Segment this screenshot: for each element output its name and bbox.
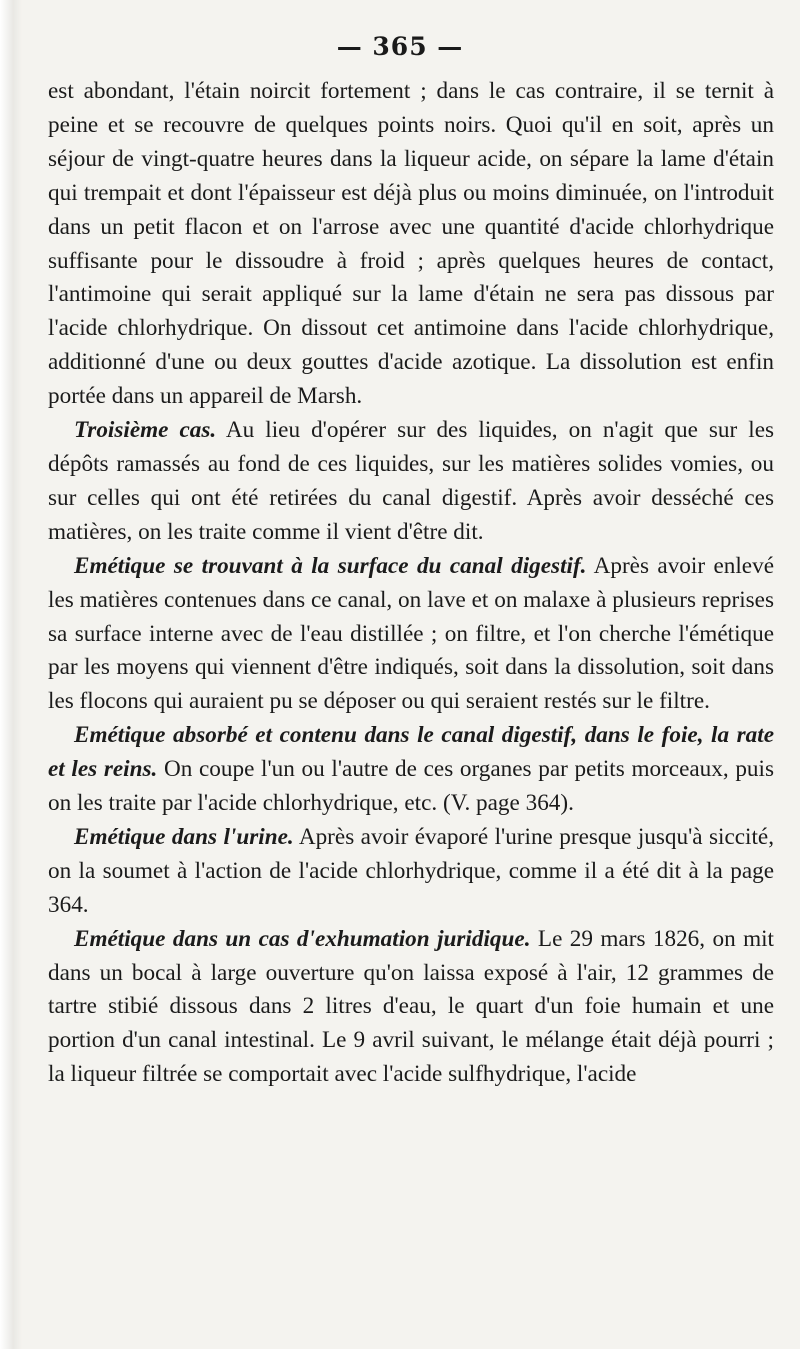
paragraph-3-text: Après avoir enlevé les matières contenues dans ce canal, on lave et on malaxe à plusieurs reprises sa surface interne avec de l'eau distillée ; on filtre, et l'on cherche l'émétique par les moyens qui viennent d'être indiqués, soit dans la dissolution, soit dans les flocons qui auraient pu se déposer ou qui seraient restés sur le filtre. [48, 552, 774, 715]
paragraph-5-text: Après avoir évaporé l'urine presque jusqu'à siccité, on la soumet à l'action de l'acide chlorhydrique, comme il a été dit à la page 364. [48, 823, 775, 918]
paragraph-6-text: Le 29 mars 1826, on mit dans un bocal à large ouverture qu'on laissa exposé à l'air, 12 grammes de tartre stibié dissous dans 2 litres d'eau, le quart d'un foie humain et une portion d'un canal intestinal. Le 9 avril suivant, le mélange était déjà pourri ; la liqueur filtrée se comportait avec l'acide sulfhydrique, l'acide [48, 925, 775, 1088]
paragraph-2 [48, 414, 774, 550]
paragraph-6 [48, 923, 774, 1093]
paragraph-5 [48, 821, 774, 923]
body-text [48, 75, 774, 1092]
paragraph-4-heading: Emétique absorbé et contenu dans le canal digestif, dans le foie, la rate et les reins. [48, 722, 774, 783]
paragraph-1-text: est abondant, l'étain noircit fortement ; dans le cas contraire, il se ternit à peine et se recouvre de quelques points noirs. Quoi qu'il en soit, après un séjour de vingt-quatre heures dans la liqueur acide, on sépare la lame d'étain qui trempait et dont l'épaisseur est déjà plus ou moins diminuée, on l'introduit dans un petit flacon et on l'arrose avec une quantité d'acide chlorhydrique suffisante pour le dissoudre à froid ; après quelques heures de contact, l'antimoine qui serait appliqué sur la lame d'étain ne sera pas dissous par l'acide chlorhydrique. On dissout cet antimoine dans l'acide chlorhydrique, additionné d'une ou deux gouttes d'acide azotique. La dissolution est enfin portée dans un appareil de Marsh. [48, 78, 774, 410]
page-number: — 365 — [336, 32, 464, 61]
paragraph-4-text: On coupe l'un ou l'autre de ces organes par petits morceaux, puis on les traite par l'acide chlorhydrique, etc. (V. page 364). [48, 756, 774, 817]
paragraph-6-heading: Emétique dans un cas d'exhumation juridique. [74, 925, 531, 952]
paragraph-3 [48, 550, 774, 720]
paragraph-2-heading: Troisième cas. [74, 417, 217, 444]
paragraph-1 [48, 75, 774, 414]
paragraph-3-heading: Emétique se trouvant à la surface du canal digestif. [74, 552, 587, 579]
page-edge-shadow [0, 0, 22, 1349]
paragraph-5-heading: Emétique dans l'urine. [74, 823, 294, 850]
paragraph-2-text: Au lieu d'opérer sur des liquides, on n'agit que sur les dépôts ramassés au fond de ces liquides, sur les matières solides vomies, ou sur celles qui ont été retirées du canal digestif. Après avoir desséché ces matières, on les traite comme il vient d'être dit. [48, 417, 775, 545]
paragraph-4 [48, 719, 774, 821]
